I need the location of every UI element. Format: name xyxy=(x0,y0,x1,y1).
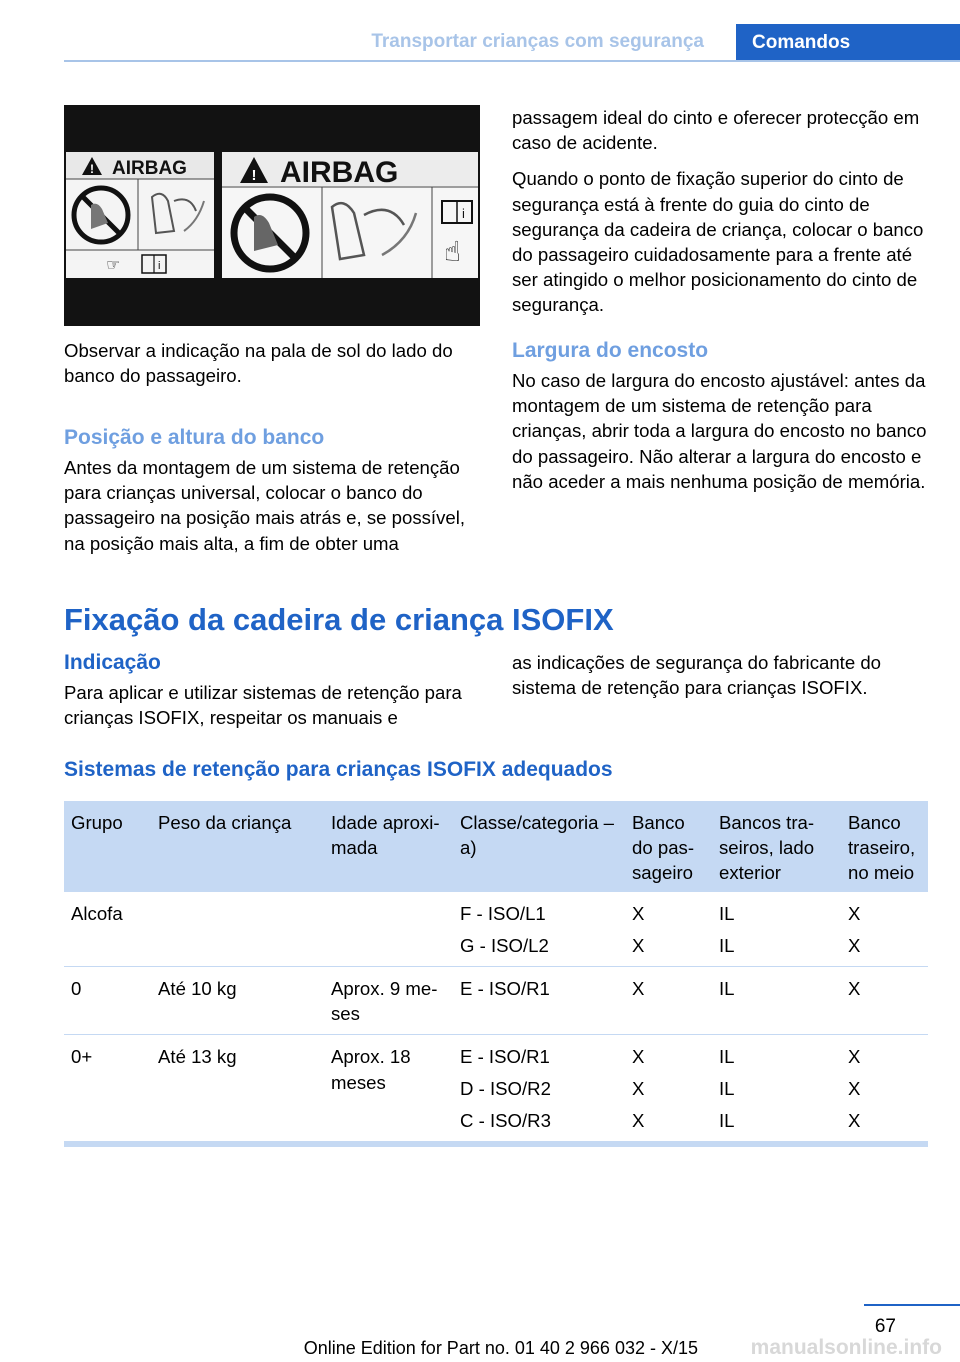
seat-position-heading: Posição e altura do banco xyxy=(64,426,325,449)
col-header-rear-outer: Bancos traseiros, lado exterior xyxy=(719,812,815,884)
cell-class: E - ISO/R1 D - ISO/R2 C - ISO/R3 xyxy=(460,1046,551,1131)
cell-rear-middle: X X X xyxy=(848,1046,861,1131)
table-row xyxy=(64,1035,928,1141)
page-number: 67 xyxy=(874,1316,896,1337)
cell-age: Aprox. 9 meses xyxy=(331,977,438,1025)
cell-rear-middle: X xyxy=(848,977,861,999)
anchor-point-paragraph: Quando o ponto de fixação superior do cinto de segurança está à frente do guia do cinto de segurança da cadeira de criança, colocar o banco do passageiro cuidadosamente para a frente até ser atingido o melhor posicionamento do cinto de segurança. xyxy=(512,168,924,316)
col-header-group: Grupo xyxy=(71,812,123,833)
cell-age: Aprox. 18 meses xyxy=(331,1046,411,1093)
large-airbag-title: AIRBAG xyxy=(280,156,399,189)
svg-text:i: i xyxy=(462,206,465,221)
col-header-passenger-seat: Banco do passageiro xyxy=(632,812,695,884)
isofix-note-text-right: as indicações de segurança do fabricante do sistema de retenção para crianças ISOFIX. xyxy=(512,652,882,699)
belt-passage-paragraph: passagem ideal do cinto e oferecer protecção em caso de acidente. xyxy=(512,107,920,154)
cell-rear-outer: IL xyxy=(719,977,735,999)
cell-group: 0 xyxy=(71,977,82,999)
svg-text:!: ! xyxy=(90,162,94,176)
right-column-text xyxy=(512,105,928,318)
col-header-weight: Peso da criança xyxy=(158,812,292,833)
isofix-note-heading: Indicação xyxy=(64,651,161,674)
cell-passenger-seat: X X X xyxy=(632,1046,645,1131)
svg-text:i: i xyxy=(158,260,161,272)
cell-rear-outer: IL IL IL xyxy=(719,1046,735,1131)
col-header-age: Idade aproximada xyxy=(331,812,440,859)
col-header-rear-middle: Banco traseiro, no meio xyxy=(848,812,916,884)
col-header-class: Classe/categoria – a) xyxy=(460,812,614,859)
isofix-title: Fixação da cadeira de criança ISOFIX xyxy=(64,602,614,637)
cell-class: E - ISO/R1 xyxy=(460,977,550,999)
cell-rear-outer: IL IL xyxy=(719,903,735,956)
isofix-table-heading: Sistemas de retenção para crianças ISOFIX adequados xyxy=(64,758,613,781)
cell-rear-middle: X X xyxy=(848,903,861,956)
isofix-note-right xyxy=(512,650,928,700)
pointing-hand-icon: ☞ xyxy=(106,255,121,274)
seat-position-section xyxy=(64,425,480,556)
cell-weight: Até 13 kg xyxy=(158,1046,237,1068)
table-row xyxy=(64,892,928,967)
cell-weight: Até 10 kg xyxy=(158,977,237,999)
cell-age xyxy=(324,892,453,966)
site-watermark: manualsonline.info xyxy=(750,1336,942,1359)
cell-passenger-seat: X xyxy=(632,977,645,999)
seat-position-body: Antes da montagem de um sistema de retenção para crianças universal, colocar o banco do passageiro na posição mais atrás e, se possível, na posição mais alta, a fim de obter uma xyxy=(64,457,466,554)
chapter-tab: Comandos xyxy=(736,24,960,62)
footer-rule xyxy=(864,1304,960,1306)
backrest-width-section xyxy=(512,338,928,494)
svg-text:!: ! xyxy=(251,167,257,184)
cell-class: F - ISO/L1 G - ISO/L2 xyxy=(460,903,549,956)
backrest-width-body: No caso de largura do encosto ajustável: antes da montagem de um sistema de retenção para crianças, abrir toda a largura do encosto no banco do passageiro. Não alterar a largura do encosto e não aceder a mais nenhuma posição de memória. xyxy=(512,370,927,492)
cell-passenger-seat: X X xyxy=(632,903,645,956)
header-rule xyxy=(64,60,960,62)
table-header-row xyxy=(64,801,928,892)
photo-caption: Observar a indicação na pala de sol do lado do banco do passageiro. xyxy=(64,340,453,387)
isofix-note-text-left: Para aplicar e utilizar sistemas de retenção para crianças ISOFIX, respeitar os manuais e xyxy=(64,682,462,729)
large-airbag-label xyxy=(222,152,478,278)
edition-note: Online Edition for Part no. 01 40 2 966 032 - X/15 xyxy=(303,1338,698,1358)
cell-weight xyxy=(151,892,324,966)
small-airbag-label xyxy=(66,152,214,278)
isofix-table-heading-block xyxy=(64,757,928,783)
airbag-warning-label-photo xyxy=(64,105,480,326)
small-airbag-title: AIRBAG xyxy=(112,158,187,179)
table-bottom-bar xyxy=(64,1141,928,1147)
isofix-systems-table xyxy=(64,801,928,1147)
cell-group: 0+ xyxy=(71,1046,93,1068)
photo-caption-block xyxy=(64,338,480,388)
table-row xyxy=(64,967,928,1035)
backrest-width-heading: Largura do encosto xyxy=(512,339,709,362)
cell-group: Alcofa xyxy=(71,903,123,924)
running-header-section: Transportar crianças com segurança xyxy=(371,31,704,52)
isofix-note-left xyxy=(64,650,480,730)
pointing-hand-icon: ☝ xyxy=(444,235,462,268)
